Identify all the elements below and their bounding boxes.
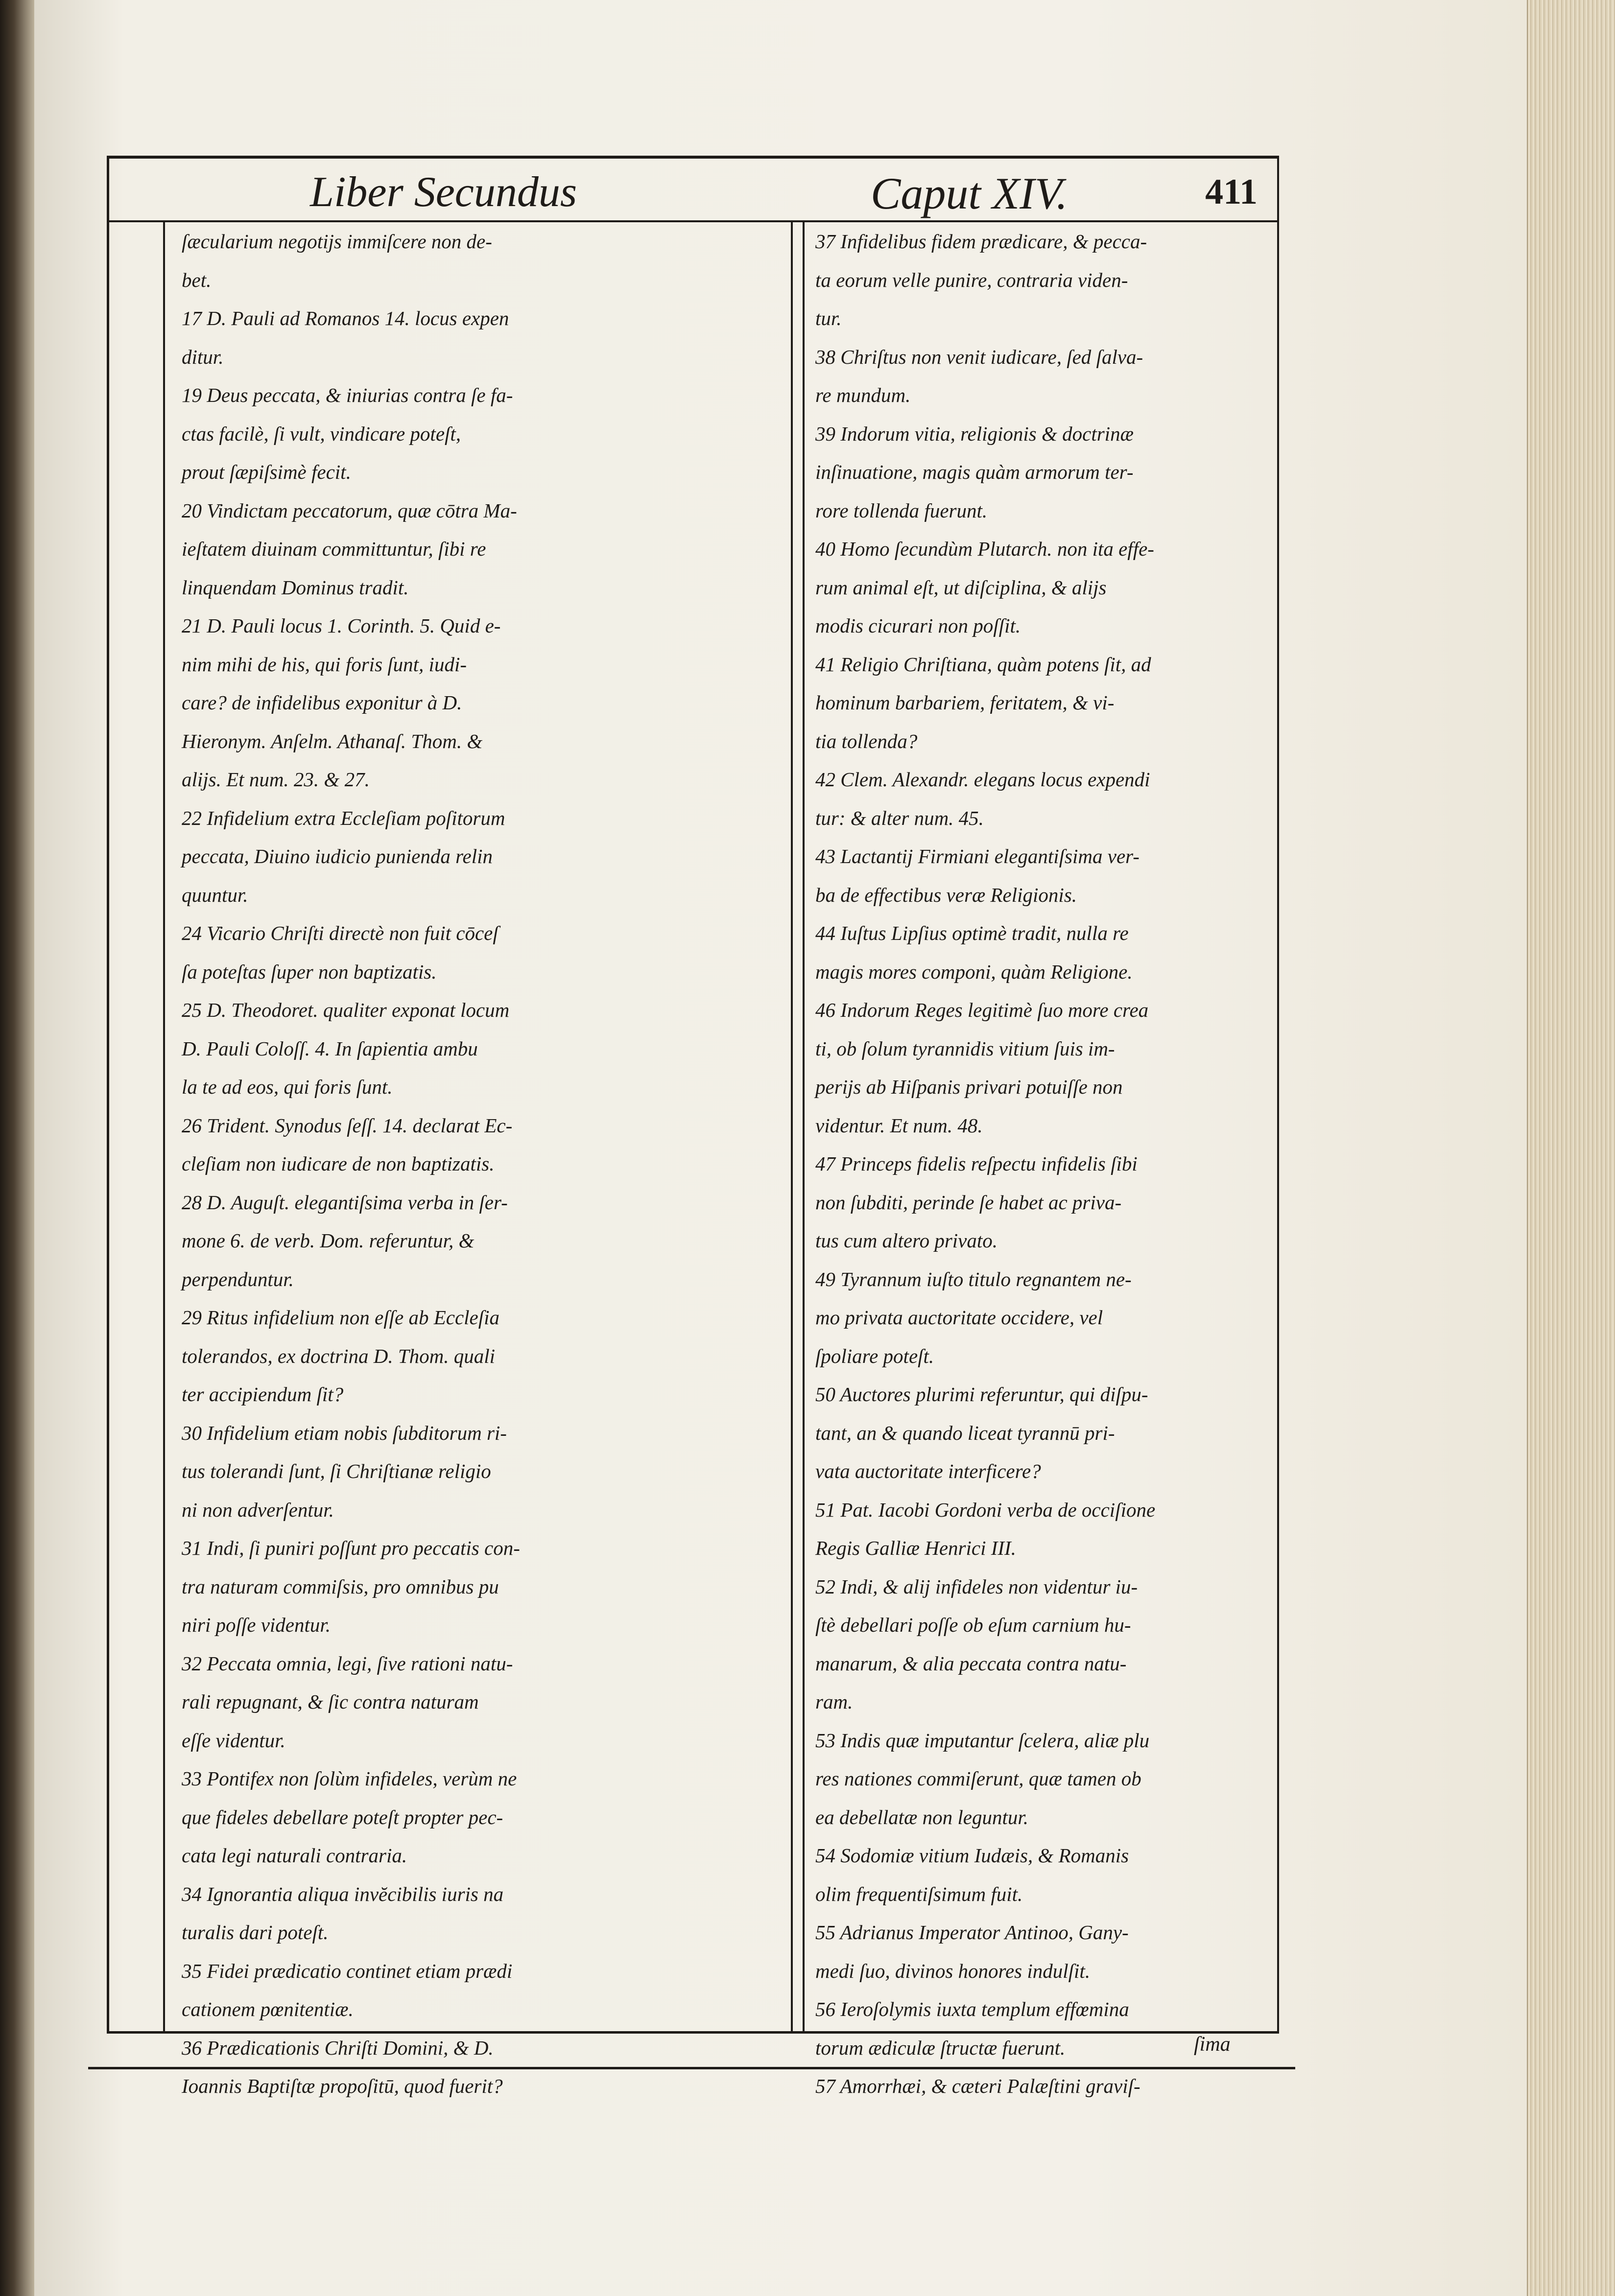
text-line: cationem pœnitentiæ. (182, 1998, 354, 2020)
text-line: 25 D. Theodoret. qualiter exponat locum (182, 999, 510, 1021)
text-line: 31 Indi, ſi puniri poſſunt pro peccatis con- (182, 1537, 520, 1559)
book-binding (0, 0, 34, 2296)
text-line: 30 Infidelium etiam nobis ſubditorum ri- (182, 1421, 507, 1444)
text-line: 55 Adrianus Imperator Antinoo, Gany- (815, 1921, 1129, 1944)
text-line: D. Pauli Coloſſ. 4. In ſapientia ambu (182, 1037, 478, 1060)
left-column-lines (182, 222, 784, 2106)
text-line: modis cicurari non poſſit. (815, 614, 1021, 637)
text-line: ter accipiendum ſit? (182, 1383, 344, 1406)
text-line: 56 Ieroſolymis iuxta templum effœmina (815, 1998, 1129, 2020)
text-line: 36 Prædicationis Chriſti Domini, & D. (182, 2036, 494, 2059)
text-line: tur: & alter num. 45. (815, 806, 984, 829)
text-line: tus cum altero privato. (815, 1229, 998, 1252)
text-line: 44 Iuſtus Lipſius optimè tradit, nulla re (815, 922, 1129, 944)
text-line: 52 Indi, & alij infideles non videntur iu- (815, 1575, 1138, 1598)
text-line: manarum, & alia peccata contra natu- (815, 1652, 1127, 1675)
text-line: quuntur. (182, 883, 248, 906)
text-line: ditur. (182, 345, 224, 368)
text-line: 22 Infidelium extra Eccleſiam poſitorum (182, 806, 505, 829)
text-line: videntur. Et num. 48. (815, 1114, 983, 1137)
text-line: inſinuatione, magis quàm armorum ter- (815, 461, 1134, 483)
page-number: 411 (1205, 172, 1258, 212)
text-line: perpenduntur. (182, 1267, 294, 1290)
text-line: 49 Tyrannum iuſto titulo regnantem ne- (815, 1267, 1132, 1290)
text-line: Ioannis Baptiſtæ propoſitū, quod fuerit? (182, 2075, 503, 2097)
text-line: turalis dari poteſt. (182, 1921, 329, 1944)
text-line: 34 Ignorantia aliqua invĕcibilis iuris na (182, 1882, 504, 1905)
right-column-lines (815, 222, 1393, 2106)
text-line: 54 Sodomiæ vitium Iudæis, & Romanis (815, 1844, 1129, 1867)
text-line: hominum barbariem, feritatem, & vi- (815, 691, 1115, 714)
text-line: 50 Auctores plurimi referuntur, qui diſpu- (815, 1383, 1148, 1406)
text-line: alijs. Et num. 23. & 27. (182, 768, 370, 791)
text-line: tant, an & quando liceat tyrannū pri- (815, 1421, 1115, 1444)
text-line: ſæcularium negotijs immiſcere non de- (182, 230, 492, 253)
text-line: 33 Pontifex non ſolùm infideles, verùm ne (182, 1767, 517, 1790)
text-line: 38 Chriſtus non venit iudicare, ſed ſalva- (815, 345, 1143, 368)
text-line: Hieronym. Anſelm. Athanaſ. Thom. & (182, 729, 483, 752)
text-line: magis mores componi, quàm Religione. (815, 960, 1133, 983)
bottom-rule (88, 2067, 1295, 2069)
text-line: 28 D. Auguſt. elegantiſsima verba in ſer- (182, 1191, 508, 1214)
text-line: mo privata auctoritate occidere, vel (815, 1306, 1103, 1329)
text-line: perijs ab Hiſpanis privari potuiſſe non (815, 1076, 1123, 1098)
text-line: medi ſuo, divinos honores indulſit. (815, 1959, 1091, 1982)
text-frame (107, 156, 1279, 2097)
text-line: tolerandos, ex doctrina D. Thom. quali (182, 1344, 496, 1367)
text-line: ſpoliare poteſt. (815, 1344, 934, 1367)
text-line: ni non adverſentur. (182, 1498, 334, 1521)
text-line: peccata, Diuino iudicio punienda relin (182, 845, 493, 867)
text-line: la te ad eos, qui foris ſunt. (182, 1076, 393, 1098)
text-line: nim mihi de his, qui foris ſunt, iudi- (182, 653, 467, 676)
text-line: rali repugnant, & ſic contra naturam (182, 1690, 479, 1713)
text-line: 43 Lactantij Firmiani elegantiſsima ver- (815, 845, 1140, 867)
text-line: tus tolerandi ſunt, ſi Chriſtianæ religio (182, 1460, 491, 1482)
text-line: 21 D. Pauli locus 1. Corinth. 5. Quid e- (182, 614, 501, 637)
text-line: 29 Ritus infidelium non eſſe ab Eccleſia (182, 1306, 500, 1329)
text-line: 47 Princeps fidelis reſpectu infidelis ſibi (815, 1152, 1138, 1175)
text-line: Regis Galliæ Henrici III. (815, 1537, 1016, 1559)
catchword: ſima (1194, 2033, 1231, 2056)
text-line: 53 Indis quæ imputantur ſcelera, aliæ plu (815, 1729, 1150, 1752)
text-line: rum animal eſt, ut diſciplina, & alijs (815, 576, 1107, 599)
text-line: 19 Deus peccata, & iniurias contra ſe fa- (182, 384, 513, 406)
text-line: olim frequentiſsimum fuit. (815, 1882, 1023, 1905)
text-line: ti, ob ſolum tyrannidis vitium ſuis im- (815, 1037, 1115, 1060)
text-line: cleſiam non iudicare de non baptizatis. (182, 1152, 495, 1175)
text-line: 17 D. Pauli ad Romanos 14. locus expen (182, 307, 509, 329)
text-line: tia tollenda? (815, 729, 918, 752)
running-head-left: Liber Secundus (310, 168, 577, 216)
text-line: mone 6. de verb. Dom. referuntur, & (182, 1229, 475, 1252)
text-line: 57 Amorrhæi, & cæteri Palæſtini graviſ- (815, 2075, 1140, 2097)
text-line: cata legi naturali contraria. (182, 1844, 407, 1867)
text-line: care? de infidelibus exponitur à D. (182, 691, 462, 714)
text-line: tur. (815, 307, 842, 329)
text-line: 41 Religio Chriſtiana, quàm potens ſit, ad (815, 653, 1151, 676)
running-header (109, 159, 1277, 222)
text-line: 51 Pat. Iacobi Gordoni verba de occiſione (815, 1498, 1156, 1521)
text-line: ba de effectibus veræ Religionis. (815, 883, 1077, 906)
text-line: 42 Clem. Alexandr. elegans locus expendi (815, 768, 1150, 791)
right-column (803, 222, 1400, 2097)
text-line: 24 Vicario Chriſti directè non fuit cōceſ (182, 922, 499, 944)
text-line: 37 Infidelibus fidem prædicare, & pecca- (815, 230, 1147, 253)
text-line: ram. (815, 1690, 853, 1713)
text-line: bet. (182, 268, 212, 291)
text-line: 20 Vindictam peccatorum, quæ cōtra Ma- (182, 499, 517, 522)
text-line: torum ædiculæ ſtructæ fuerunt. (815, 2036, 1066, 2059)
text-line: 39 Indorum vitia, religionis & doctrinæ (815, 422, 1134, 445)
text-line: ieſtatem diuinam committuntur, ſibi re (182, 538, 486, 560)
text-line: ta eorum velle punire, contraria viden- (815, 268, 1128, 291)
text-line: eſſe videntur. (182, 1729, 285, 1752)
text-line: tra naturam commiſsis, pro omnibus pu (182, 1575, 499, 1598)
text-line: ſtè debellari poſſe ob eſum carnium hu- (815, 1614, 1131, 1636)
running-head-right: Caput XIV. (871, 168, 1068, 218)
text-line: que fideles debellare poteſt propter pec- (182, 1805, 503, 1828)
page-fore-edge (1527, 0, 1615, 2296)
text-line: 46 Indorum Reges legitimè ſuo more crea (815, 999, 1149, 1021)
text-line: 26 Trident. Synodus ſeſſ. 14. declarat Ec- (182, 1114, 513, 1137)
text-line: 40 Homo ſecundùm Plutarch. non ita effe- (815, 538, 1154, 560)
text-line: rore tollenda fuerunt. (815, 499, 988, 522)
text-line: 35 Fidei prædicatio continet etiam prædi (182, 1959, 513, 1982)
text-line: re mundum. (815, 384, 911, 406)
left-column (163, 222, 793, 2097)
text-line: vata auctoritate interficere? (815, 1460, 1041, 1482)
text-line: 32 Peccata omnia, legi, ſive rationi natu- (182, 1652, 513, 1675)
text-line: ctas facilè, ſi vult, vindicare poteſt, (182, 422, 461, 445)
text-line: prout ſæpiſsimè fecit. (182, 461, 351, 483)
text-line: non ſubditi, perinde ſe habet ac priva- (815, 1191, 1122, 1214)
text-line: ſa poteſtas ſuper non baptizatis. (182, 960, 437, 983)
text-line: ea debellatæ non leguntur. (815, 1805, 1029, 1828)
text-line: res nationes commiſerunt, quæ tamen ob (815, 1767, 1141, 1790)
text-line: niri poſſe videntur. (182, 1614, 331, 1636)
text-line: linquendam Dominus tradit. (182, 576, 409, 599)
